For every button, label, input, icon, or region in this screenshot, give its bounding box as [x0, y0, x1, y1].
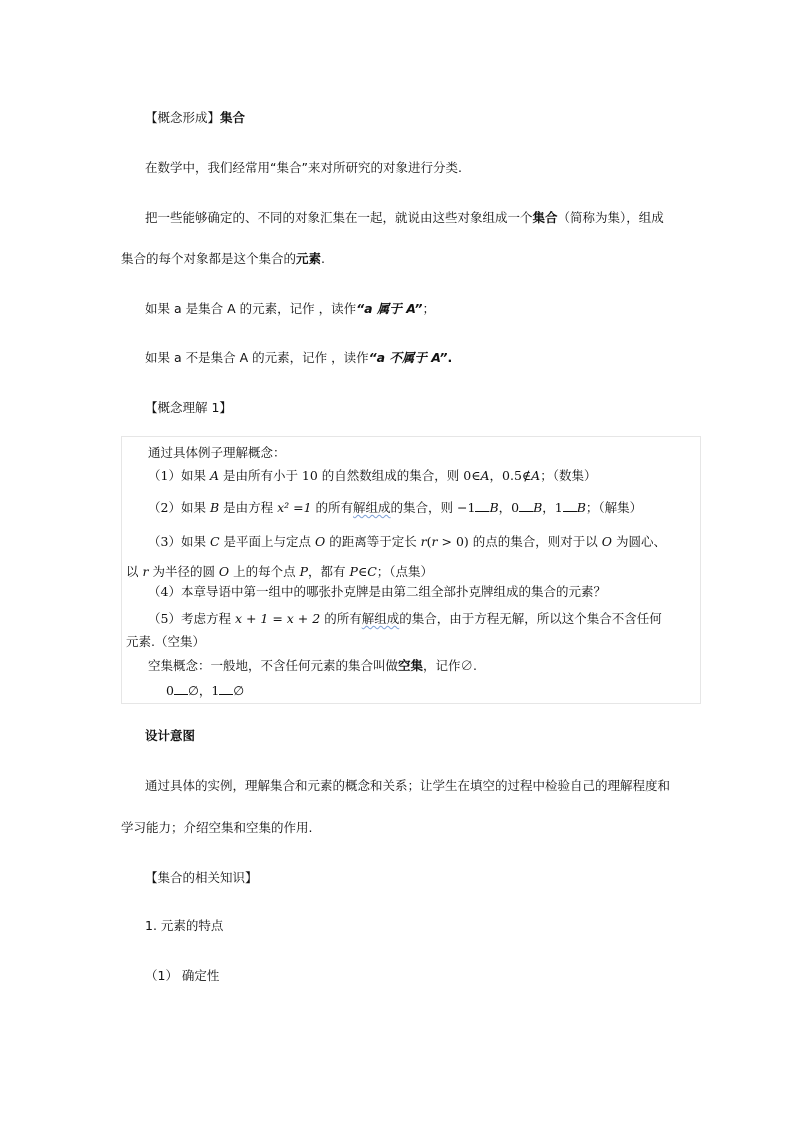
- paragraph-intro: 在数学中，我们经常用“集合”来对所研究的对象进行分类.: [145, 160, 462, 175]
- paragraph-belongs: 如果 a 是集合 A 的元素，记作 ，读作“a 属于 A”；: [145, 301, 435, 316]
- section-heading-concept-understanding: 【概念理解 1】: [145, 400, 232, 415]
- box-line-example-3-cont: 以 r 为半径的圆 O 上的每个点 P，都有 P∈C；（点集）: [126, 564, 434, 579]
- fill-blank[interactable]: [519, 499, 533, 512]
- paragraph-definition-line1: 把一些能够确定的、不同的对象汇集在一起，就说由这些对象组成一个集合（简称为集），组成: [145, 210, 664, 225]
- fill-blank[interactable]: [475, 499, 489, 512]
- paragraph-not-belongs: 如果 a 不是集合 A 的元素，记作 ，读作“a 不属于 A”.: [145, 350, 453, 365]
- box-line-example-5-cont: 元素.（空集）: [126, 634, 205, 649]
- example-box: [121, 436, 701, 704]
- box-line-intro: 通过具体例子理解概念：: [148, 445, 286, 460]
- section-heading-concept-formation: 【概念形成】集合: [145, 110, 246, 125]
- list-heading-element-features: 1. 元素的特点: [145, 918, 224, 933]
- fill-blank[interactable]: [563, 499, 577, 512]
- fill-blank[interactable]: [174, 682, 188, 695]
- list-item-determinacy: （1） 确定性: [145, 968, 220, 983]
- heading-design-intent: 设计意图: [145, 728, 196, 743]
- fill-blank[interactable]: [219, 682, 233, 695]
- section-heading-related-knowledge: 【集合的相关知识】: [145, 870, 258, 885]
- box-line-example-5: （5）考虑方程 x + 1 = x + 2 的所有解组成的集合，由于方程无解，所以这个集合不含任何: [148, 611, 662, 626]
- paragraph-design-intent-line2: 学习能力；介绍空集和空集的作用.: [121, 820, 313, 835]
- box-line-example-2: （2）如果 B 是由方程 x² =1 的所有解组成的集合，则 −1 B，0 B，1 B；（解集）: [148, 500, 643, 515]
- box-line-example-4: （4）本章导语中第一组中的哪张扑克牌是由第二组全部扑克牌组成的集合的元素？: [148, 584, 606, 599]
- paragraph-design-intent-line1: 通过具体的实例，理解集合和元素的概念和关系；让学生在填空的过程中检验自己的理解程度和: [145, 778, 671, 793]
- box-line-example-3: （3）如果 C 是平面上与定点 O 的距离等于定长 r(r > 0) 的点的集合，则对于以 O 为圆心、: [148, 534, 666, 549]
- paragraph-definition-line2: 集合的每个对象都是这个集合的元素.: [121, 251, 326, 266]
- box-line-empty-set-concept: 空集概念：一般地，不含任何元素的集合叫做空集，记作∅.: [148, 658, 478, 673]
- box-line-empty-set-exercise: 0 ∅，1 ∅: [166, 683, 245, 698]
- box-line-example-1: （1）如果 A 是由所有小于 10 的自然数组成的集合，则 0∈A，0.5∉A；（数集）: [148, 468, 597, 483]
